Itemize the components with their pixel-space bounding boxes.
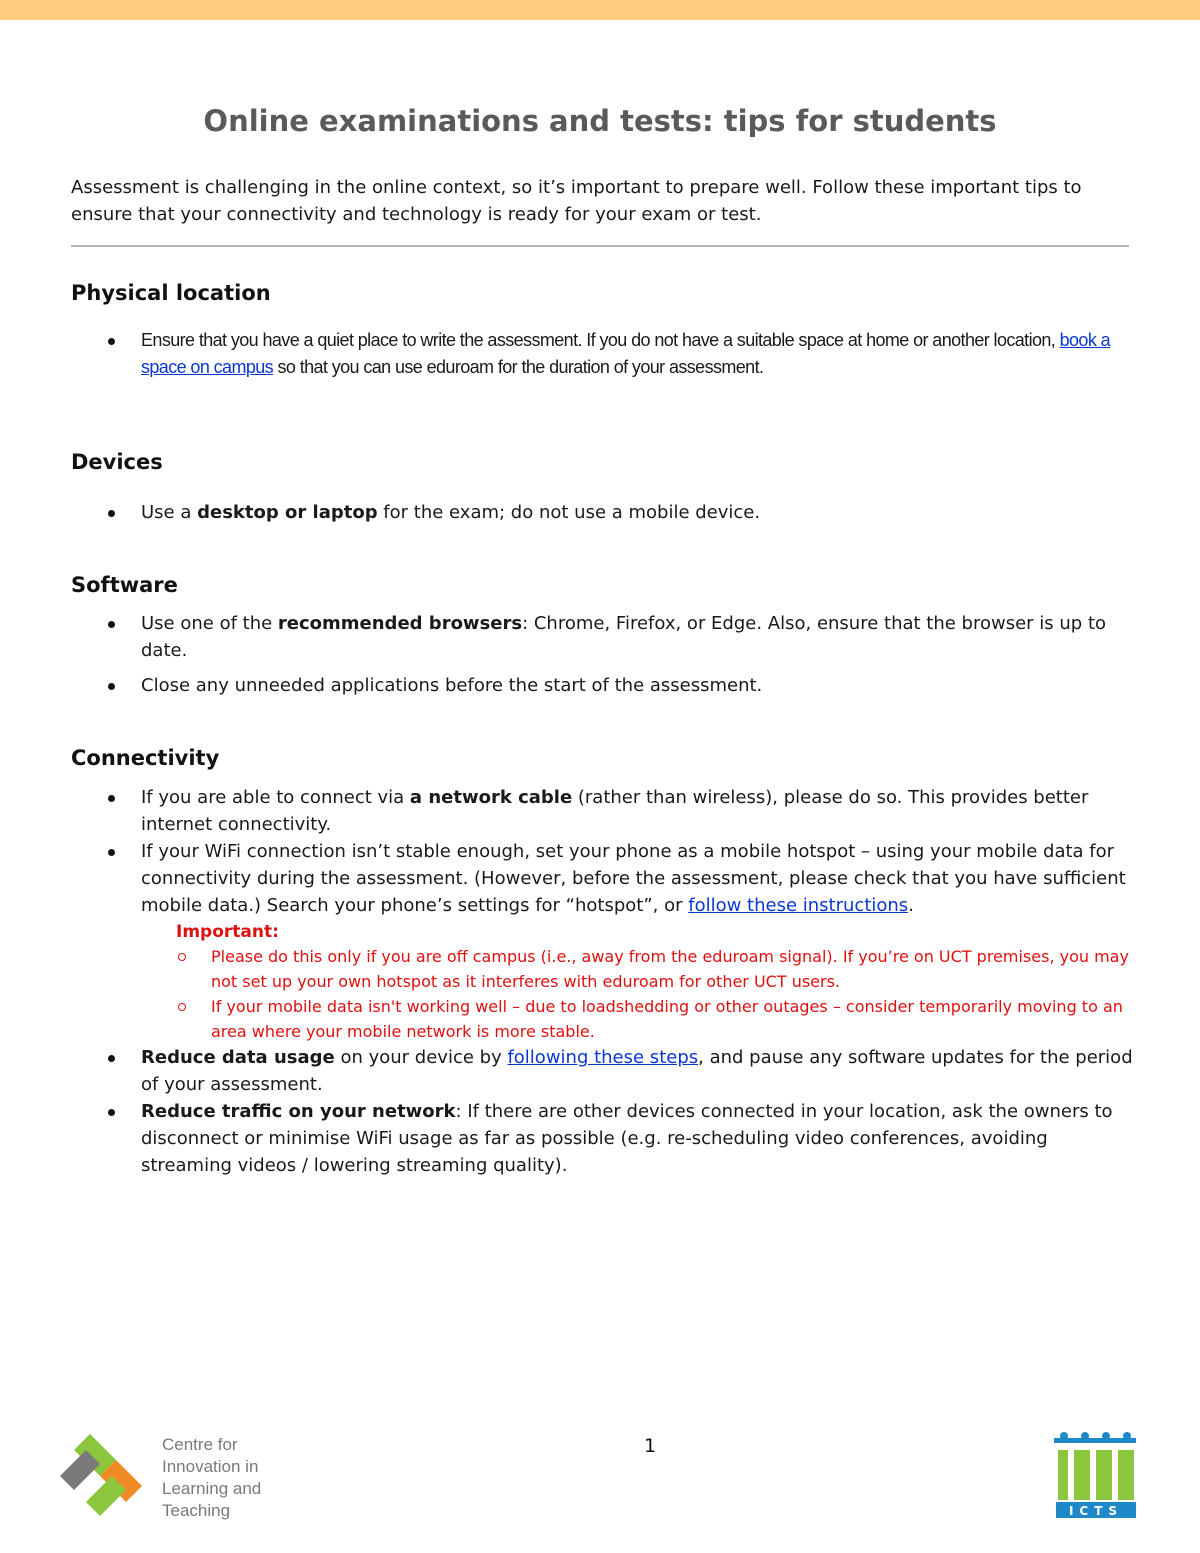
bullet-icon <box>108 621 115 628</box>
page-number: 1 <box>643 1435 657 1457</box>
bullet-icon <box>108 795 115 802</box>
data-usage-steps-link[interactable]: following these steps <box>507 1047 699 1068</box>
bullet-icon <box>108 1109 115 1116</box>
list-item: Close any unneeded applications before the start of the assessment. <box>0 672 1133 699</box>
intro-paragraph: Assessment is challenging in the online context, so it’s important to prepare well. Follow these important tips to ensure that your connectivity and technology is ready for your exam or test. <box>71 177 1082 225</box>
cilt-logo-text: Centre for Innovation in Learning and Teaching <box>162 1435 262 1520</box>
heading-devices: Devices <box>71 450 163 474</box>
important-sub-item: If your mobile data isn't working well – due to loadshedding or other outages – consider temporarily moving to an area where your mobile network is more stable. <box>141 994 1131 1044</box>
svg-text:ICTS: ICTS <box>1068 1504 1124 1518</box>
list-item: Ensure that you have a quiet place to write the assessment. If you do not have a suitable space at home or another location, book a space on campus so that you can use eduroam for the duration of your assessment. <box>0 327 1133 381</box>
circle-bullet-icon <box>178 1003 186 1011</box>
important-sublist <box>141 944 1133 1044</box>
horizontal-divider <box>71 245 1129 247</box>
list-item: Use one of the recommended browsers: Chrome, Firefox, or Edge. Also, ensure that the browser is up to date. <box>0 610 1133 664</box>
bullet-icon <box>108 338 115 345</box>
list-devices <box>0 499 1133 526</box>
heading-software: Software <box>71 573 178 597</box>
list-item: Use a desktop or laptop for the exam; do not use a mobile device. <box>0 499 1133 526</box>
bullet-icon <box>108 849 115 856</box>
circle-bullet-icon <box>178 953 186 961</box>
list-software <box>0 610 1133 699</box>
bullet-icon <box>108 1055 115 1062</box>
list-item: If you are able to connect via a network cable (rather than wireless), please do so. This provides better internet connectivity. <box>0 784 1133 838</box>
list-item: Reduce data usage on your device by following these steps, and pause any software updates for the period of your assessment. <box>0 1044 1133 1098</box>
hotspot-instructions-link[interactable]: follow these instructions <box>688 895 909 916</box>
list-physical-location <box>0 327 1133 381</box>
heading-physical-location: Physical location <box>71 281 271 305</box>
heading-connectivity: Connectivity <box>71 746 220 770</box>
bullet-icon <box>108 683 115 690</box>
top-color-bar <box>0 0 1200 20</box>
important-sub-item: Please do this only if you are off campus (i.e., away from the eduroam signal). If you’re on UCT premises, you may not set up your own hotspot as it interferes with eduroam for other UCT users. <box>141 944 1131 994</box>
important-note <box>141 920 1133 1044</box>
list-item: Reduce traffic on your network: If there are other devices connected in your location, ask the owners to disconnect or minimise WiFi usage as far as possible (e.g. re-scheduling video conferences, avoiding streaming videos / lowering streaming quality). <box>0 1098 1133 1179</box>
document-title: Online examinations and tests: tips for students <box>203 104 997 138</box>
list-connectivity <box>0 784 1133 1179</box>
list-item: If your WiFi connection isn’t stable enough, set your phone as a mobile hotspot – using your mobile data for connectivity during the assessment. (However, before the assessment, please check that you have sufficient mobile data.) Search your phone’s settings for “hotspot”, or follow these instructions. Important: Please do this only if you are off campus (i.e., away from the eduroam signal). If you’re on UCT premises, you may not set up your own hotspot as it interferes with eduroam for other UCT users. If your mobile data isn't working well – due to loadshedding or other outages – consider temporarily moving to an area where your mobile network is more stable. <box>0 838 1133 1044</box>
important-label: Important: <box>176 922 279 942</box>
bullet-icon <box>108 510 115 517</box>
icts-logo-icon <box>1052 1430 1138 1520</box>
book-space-link[interactable]: book a space on campus <box>141 330 1111 377</box>
